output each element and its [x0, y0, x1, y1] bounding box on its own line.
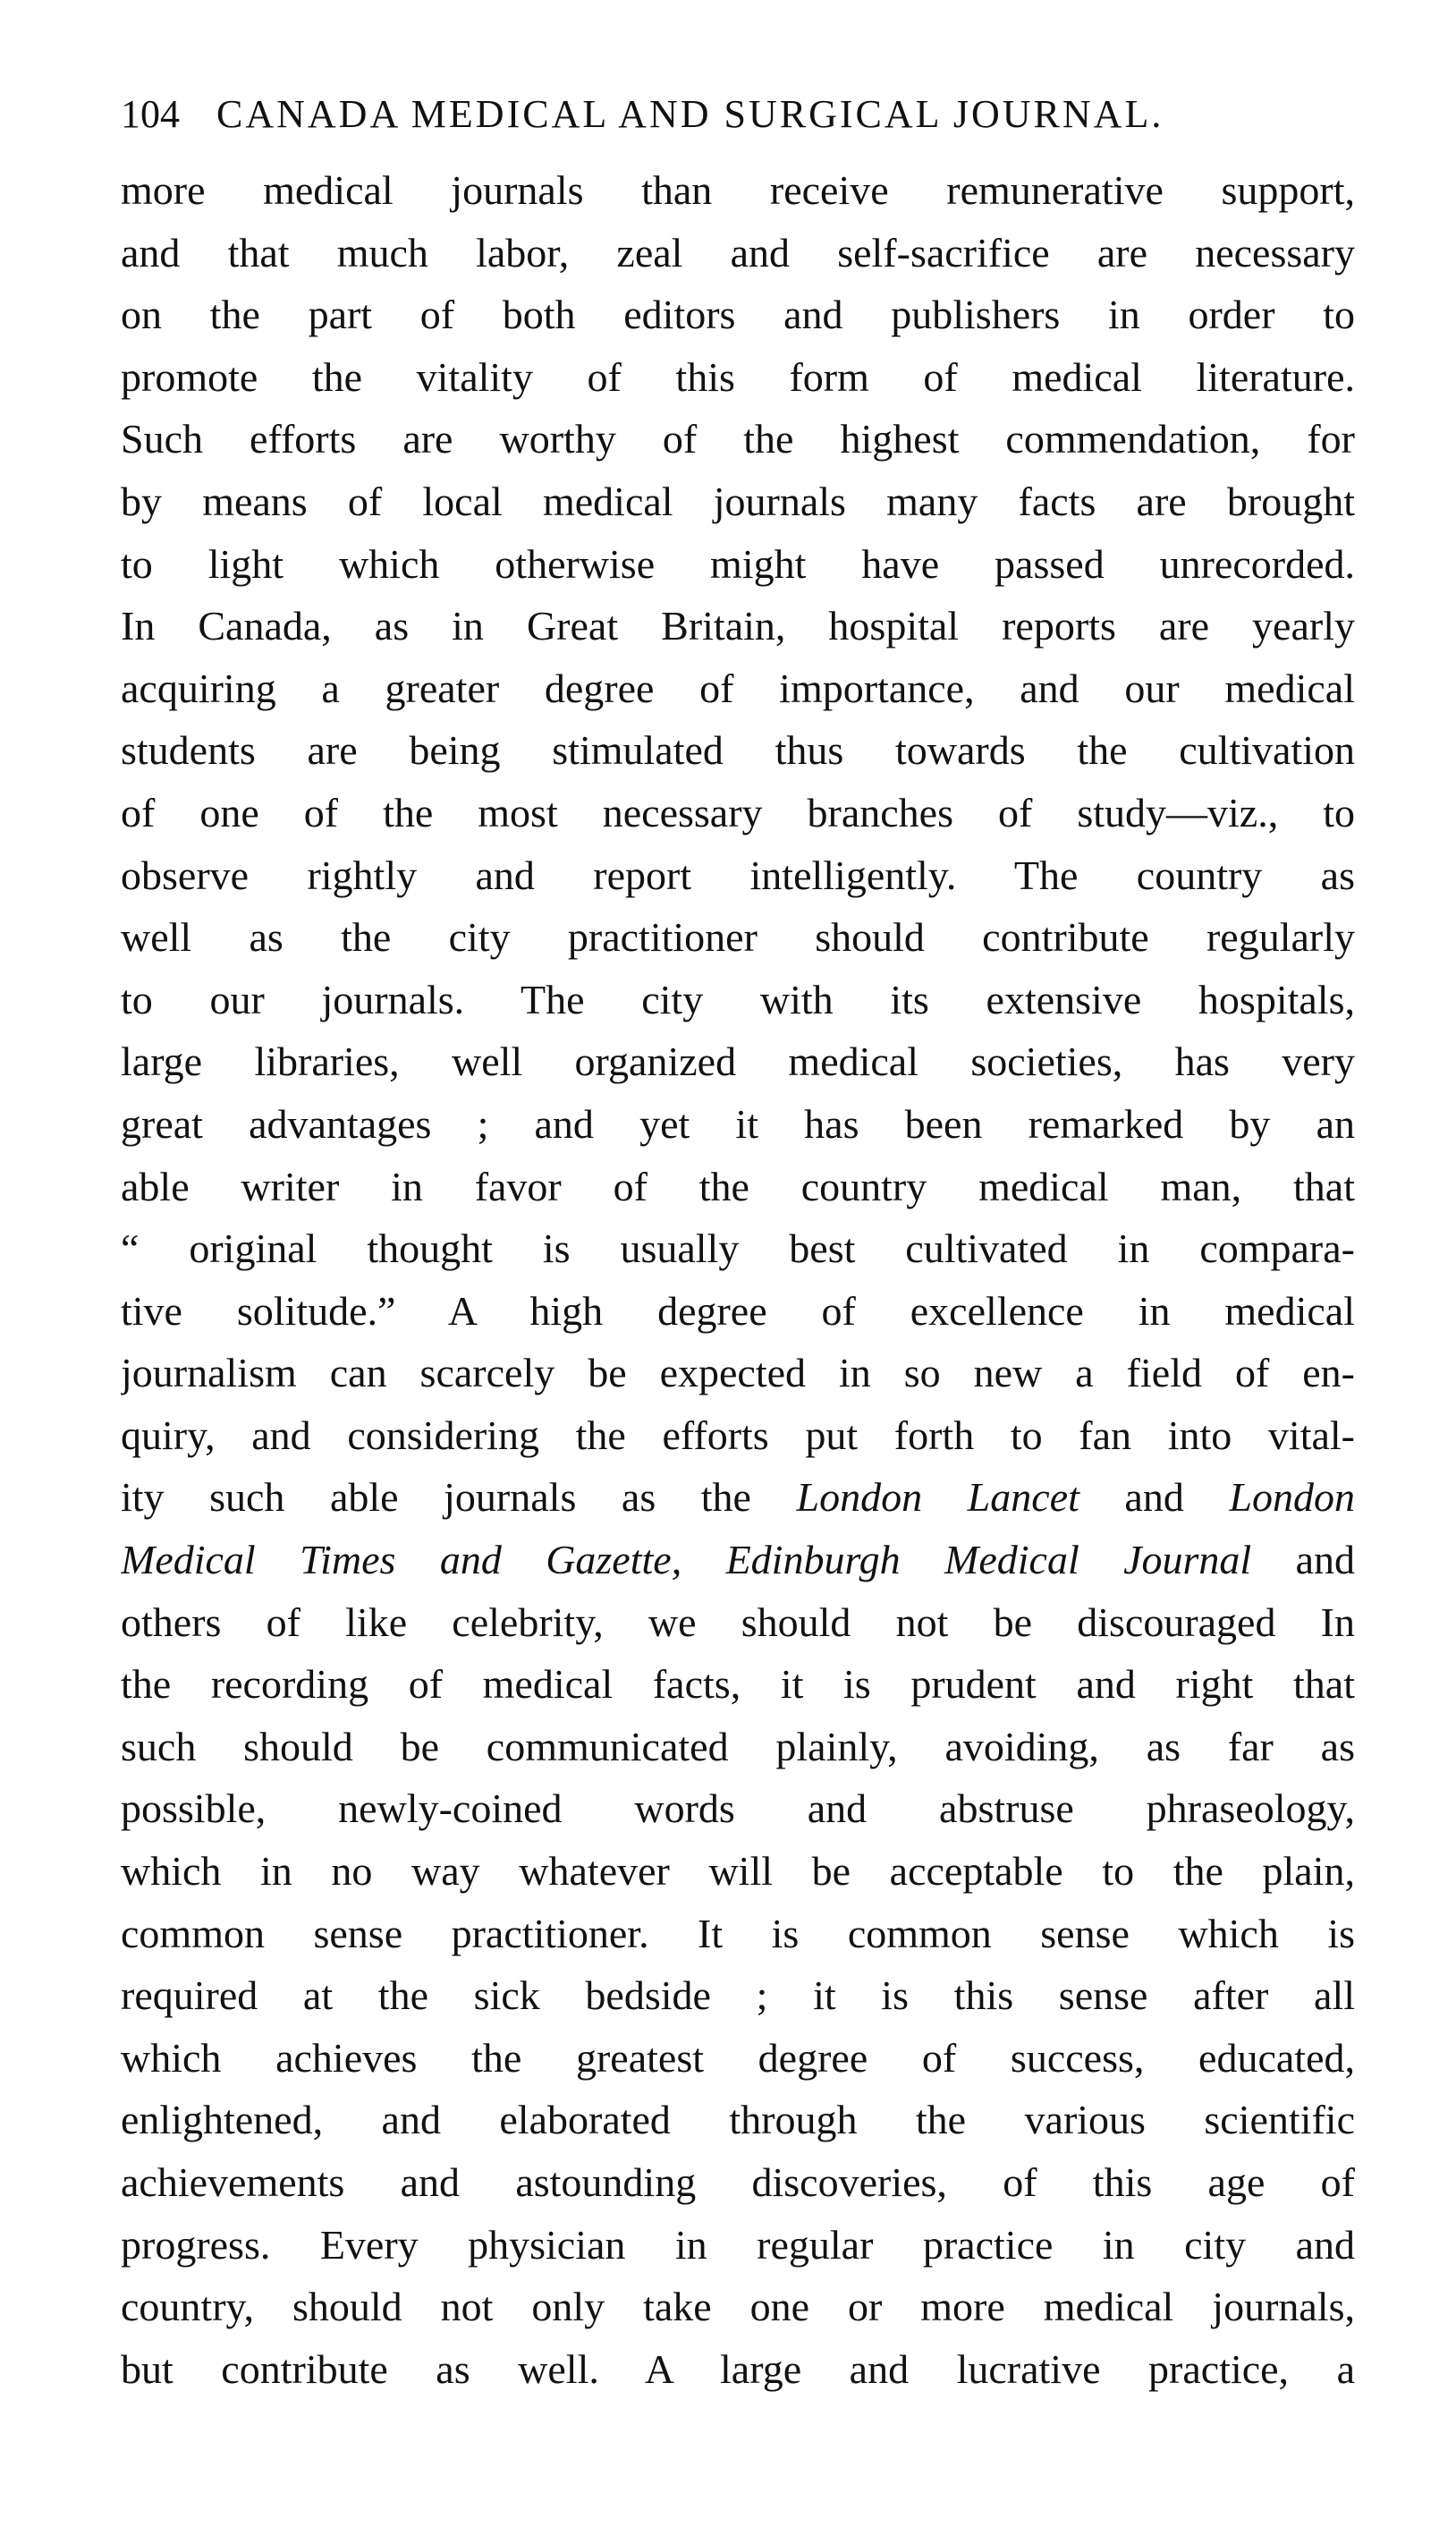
text-segment: observe rightly and report intelligently. The country as — [121, 852, 1355, 898]
text-line — [121, 1716, 1355, 1778]
text-line — [121, 1030, 1355, 1093]
text-segment: able writer in favor of the country medical man, that — [121, 1163, 1355, 1209]
text-line — [121, 1653, 1355, 1716]
text-line — [121, 719, 1355, 782]
text-segment: journalism can scarcely be expected in so new a field of en- — [121, 1350, 1355, 1396]
text-segment: on the part of both editors and publishers in order to — [121, 292, 1355, 338]
text-line — [121, 533, 1355, 596]
text-line — [121, 1840, 1355, 1903]
text-line — [121, 782, 1355, 844]
italic-text-segment: London — [1229, 1474, 1355, 1521]
body-text — [121, 159, 1355, 2400]
text-line — [121, 595, 1355, 657]
text-segment: which in no way whatever will be acceptable to the plain, — [121, 1848, 1355, 1895]
text-segment: to light which otherwise might have passed unrecorded. — [121, 540, 1355, 587]
text-segment: “ original thought is usually best cultivated in compara- — [121, 1225, 1355, 1272]
text-segment: large libraries, well organized medical societies, has very — [121, 1039, 1355, 1085]
text-segment: possible, newly-coined words and abstruse phraseology, — [121, 1785, 1355, 1832]
text-segment: progress. Every physician in regular practice in city and — [121, 2221, 1355, 2268]
text-segment: to our journals. The city with its extensive hospitals, — [121, 976, 1355, 1022]
text-segment: In Canada, as in Great Britain, hospital reports are yearly — [121, 603, 1355, 649]
text-segment: acquiring a greater degree of importance, and our medical — [121, 665, 1355, 711]
text-segment: by means of local medical journals many facts are brought — [121, 478, 1355, 524]
text-line — [121, 906, 1355, 969]
text-line — [121, 1217, 1355, 1280]
text-segment: more medical journals than receive remunerative support, — [121, 167, 1355, 213]
text-line — [121, 2151, 1355, 2214]
text-segment: country, should not only take one or more medical journals, — [121, 2284, 1355, 2330]
text-segment: and — [1251, 1537, 1355, 1583]
text-line — [121, 159, 1355, 222]
text-segment: promote the vitality of this form of medical literature. — [121, 353, 1355, 400]
text-line — [121, 969, 1355, 1031]
text-segment: well as the city practitioner should contribute regularly — [121, 914, 1355, 961]
text-line — [121, 2338, 1355, 2401]
text-line — [121, 1093, 1355, 1156]
text-segment: common sense practitioner. It is common sense which is — [121, 1910, 1355, 1956]
text-line — [121, 1529, 1355, 1591]
text-line — [121, 346, 1355, 409]
text-line — [121, 2276, 1355, 2338]
text-line — [121, 408, 1355, 471]
journal-title: CANADA MEDICAL AND SURGICAL JOURNAL. — [216, 92, 1164, 136]
text-line — [121, 657, 1355, 720]
text-line — [121, 1964, 1355, 2027]
text-segment: which achieves the greatest degree of success, educated, — [121, 2034, 1355, 2081]
text-line — [121, 1466, 1355, 1529]
text-line — [121, 471, 1355, 533]
text-segment: quiry, and considering the efforts put forth to fan into vital- — [121, 1412, 1355, 1458]
text-segment: achievements and astounding discoveries, of this age of — [121, 2159, 1355, 2205]
text-line — [121, 1591, 1355, 1654]
text-line — [121, 844, 1355, 907]
text-segment: students are being stimulated thus towards the cultivation — [121, 727, 1355, 774]
italic-text-segment: Medical Times and Gazette, Edinburgh Medical Journal — [121, 1537, 1252, 1583]
text-segment: great advantages ; and yet it has been remarked by an — [121, 1100, 1355, 1147]
text-segment: others of like celebrity, we should not be discouraged In — [121, 1598, 1355, 1645]
running-head — [121, 79, 1355, 150]
text-segment: required at the sick bedside ; it is this sense after all — [121, 1972, 1355, 2019]
text-line — [121, 1342, 1355, 1404]
text-line — [121, 2027, 1355, 2090]
text-line — [121, 1777, 1355, 1840]
text-segment: and — [1079, 1474, 1230, 1521]
text-line — [121, 284, 1355, 346]
text-segment: but contribute as well. A large and lucrative practice, a — [121, 2345, 1355, 2392]
text-segment: ity such able journals as the — [121, 1474, 797, 1521]
text-line — [121, 1280, 1355, 1343]
text-line — [121, 2089, 1355, 2151]
text-line — [121, 1903, 1355, 1965]
text-line — [121, 1156, 1355, 1218]
text-segment: and that much labor, zeal and self-sacrifice are necessary — [121, 229, 1355, 276]
text-line — [121, 2214, 1355, 2277]
text-segment: Such efforts are worthy of the highest commendation, for — [121, 416, 1355, 462]
italic-text-segment: London Lancet — [796, 1474, 1079, 1521]
text-line — [121, 222, 1355, 284]
text-segment: enlightened, and elaborated through the various scientific — [121, 2097, 1355, 2143]
page-number: 104 — [121, 92, 180, 136]
text-segment: the recording of medical facts, it is prudent and right that — [121, 1661, 1355, 1708]
text-segment: tive solitude.” A high degree of excellence in medical — [121, 1287, 1355, 1334]
text-line — [121, 1404, 1355, 1467]
text-segment: of one of the most necessary branches of study—viz., to — [121, 789, 1355, 835]
text-segment: such should be communicated plainly, avoiding, as far as — [121, 1723, 1355, 1769]
